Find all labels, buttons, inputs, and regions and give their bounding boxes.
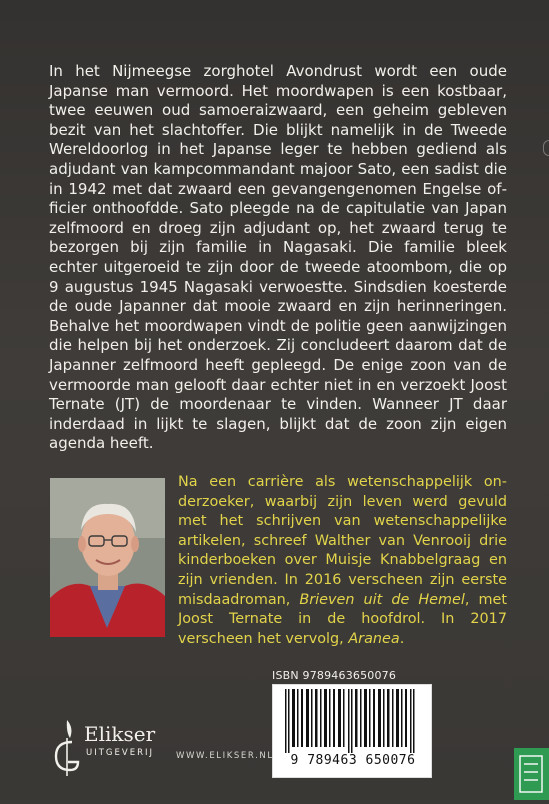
synopsis-text: In het Nijmeegse zorghotel Avondrust wordt een oude Japanse man vermoord. Het moordwapen is een kostbaar, twee eeuwen oud samoeraizwaard, een geheim gebleven bezit van het slachtoffer. Die blijkt namelijk in de Tweede Wereldoorlog in het Japanse leger te hebben gediend als adjudant van kampcommandant majoor Sato, een sadist die in 1942 met dat zwaard een gevangengenomen Engelse officier onthoofdde. Sato pleegde na de capitulatie van Japan zelfmoord en droeg zijn adjudant op, het zwaard terug te bezorgen bij zijn familie in Nagasaki. Die familie bleek echter uitgeroeid te zijn door de tweede atoombom, die op 9 augustus 1945 Nagasaki verwoestte. Sindsdien koesterde de oude Japanner dat mooie zwaard en zijn herinneringen. Behalve het moordwapen vindt de politie geen aanwijzingen die helpen bij het onderzoek. Zij concludeert daarom dat de Japanner zelfmoord heeft gepleegd. De enige zoon van de vermoorde man gelooft daar echter niet in en verzoekt Joost Ternate (JT) de moordenaar te vinden. Wanneer JT daar inderdaad in lijkt te slagen, blijkt dat de zoon zijn eigen agenda heeft. xyxy=(49,62,507,453)
barcode-digits: 9 789463 650076 xyxy=(281,753,425,768)
bio-text-2: , met Joost Ternate in de hoofdrol. In 2017 verscheen het vervolg, xyxy=(178,591,508,647)
author-bio-text xyxy=(178,473,507,649)
synopsis-block xyxy=(49,62,507,454)
publisher-subtitle: UITGEVERIJ xyxy=(86,748,154,758)
book-title-2: Aranea xyxy=(348,630,400,647)
author-photo xyxy=(50,478,165,637)
bio-text-3: . xyxy=(399,630,405,647)
barcode xyxy=(272,684,432,778)
isbn-label: ISBN 9789463650076 xyxy=(272,669,397,682)
quill-icon xyxy=(50,718,84,778)
sticker-logo-icon xyxy=(514,748,549,800)
barcode-bars xyxy=(281,689,423,755)
publisher-website: WWW.ELIKSER.NL xyxy=(176,751,274,761)
price-sticker xyxy=(514,748,549,800)
bio-text-1: Na een carrière als wetenschappelijk onderzoeker, waarbij zijn leven werd gevuld met het schrijven van wetenschappelijke artikelen, schreef Walther van Venrooij drie kinderboeken over Muisje Knabbelgraag en zijn vrienden. In 2016 verscheen zijn eerste misdaadroman, xyxy=(178,474,507,608)
author-bio xyxy=(178,473,507,649)
edge-mark xyxy=(543,140,549,156)
book-title-1: Brieven uit de Hemel xyxy=(299,591,465,608)
publisher-logo xyxy=(50,718,170,778)
publisher-name: Elikser xyxy=(84,722,156,746)
